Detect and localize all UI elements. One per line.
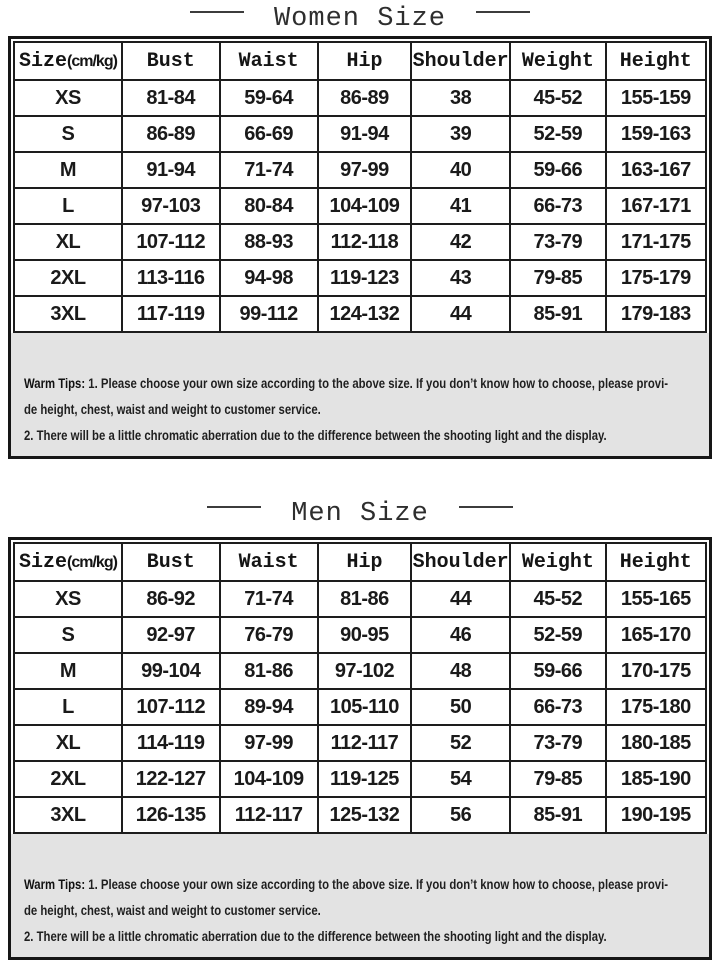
table-row: [14, 116, 706, 152]
header-cell: [122, 543, 220, 581]
waist-cell: 88-93: [220, 224, 318, 260]
hip-cell: 112-118: [318, 224, 411, 260]
men-size-panel: [8, 537, 712, 960]
men-section-title: Men Size: [291, 499, 429, 529]
height-cell: 190-195: [606, 797, 706, 833]
header-cell: [510, 543, 605, 581]
waist-cell: 104-109: [220, 761, 318, 797]
men-table-body: [14, 581, 706, 833]
hip-cell: 90-95: [318, 617, 411, 653]
title-dash-right-icon: [476, 11, 530, 13]
header-label: Hip: [346, 49, 383, 73]
header-cell: [318, 543, 411, 581]
size-cell: L: [14, 188, 122, 224]
tip-line: [24, 371, 669, 397]
size-cell: S: [14, 116, 122, 152]
size-cell: XL: [14, 224, 122, 260]
header-cell: [411, 543, 510, 581]
weight-cell: 52-59: [510, 116, 605, 152]
header-label: Size: [19, 550, 68, 574]
weight-cell: 73-79: [510, 224, 605, 260]
women-title-row: [0, 0, 720, 36]
height-cell: 171-175: [606, 224, 706, 260]
header-cell: [411, 42, 510, 80]
women-size-table: [13, 41, 707, 333]
men-size-table: [13, 542, 707, 834]
table-row: [14, 725, 706, 761]
shoulder-cell: 41: [411, 188, 510, 224]
shoulder-cell: 52: [411, 725, 510, 761]
women-header-row: [14, 42, 706, 80]
header-unit-label: (cm/kg): [67, 52, 117, 70]
title-dash-left-icon: [207, 506, 261, 508]
header-label: Weight: [521, 49, 594, 73]
size-cell: XS: [14, 581, 122, 617]
bust-cell: 107-112: [122, 689, 220, 725]
size-cell: 2XL: [14, 260, 122, 296]
bust-cell: 117-119: [122, 296, 220, 332]
hip-cell: 119-123: [318, 260, 411, 296]
waist-cell: 81-86: [220, 653, 318, 689]
shoulder-cell: 48: [411, 653, 510, 689]
table-row: [14, 797, 706, 833]
tip-text: 1. Please choose your own size according to the above size. If you don’t know how to choose, please provi-: [85, 376, 669, 391]
header-cell: [606, 42, 706, 80]
header-label: Shoulder: [412, 49, 509, 73]
header-label: Hip: [346, 550, 383, 574]
tip-text: de height, chest, waist and weight to customer service.: [24, 402, 321, 417]
header-cell: [220, 42, 318, 80]
weight-cell: 85-91: [510, 797, 605, 833]
bust-cell: 86-89: [122, 116, 220, 152]
tip-line: [24, 924, 607, 950]
size-cell: M: [14, 653, 122, 689]
shoulder-cell: 39: [411, 116, 510, 152]
tip-line: [24, 872, 669, 898]
hip-cell: 97-102: [318, 653, 411, 689]
weight-cell: 79-85: [510, 761, 605, 797]
size-cell: 3XL: [14, 797, 122, 833]
weight-cell: 85-91: [510, 296, 605, 332]
weight-cell: 45-52: [510, 80, 605, 116]
size-cell: 3XL: [14, 296, 122, 332]
height-cell: 155-165: [606, 581, 706, 617]
header-cell: [122, 42, 220, 80]
table-row: [14, 689, 706, 725]
tip-line: [24, 423, 607, 449]
height-cell: 170-175: [606, 653, 706, 689]
tip-line: [24, 898, 588, 924]
women-size-section: [0, 0, 720, 459]
weight-cell: 66-73: [510, 188, 605, 224]
height-cell: 185-190: [606, 761, 706, 797]
size-cell: 2XL: [14, 761, 122, 797]
table-row: [14, 152, 706, 188]
bust-cell: 99-104: [122, 653, 220, 689]
tip-text: 1. Please choose your own size according to the above size. If you don’t know how to choose, please provi-: [85, 877, 669, 892]
women-section-title: Women Size: [273, 4, 447, 34]
bust-cell: 81-84: [122, 80, 220, 116]
header-cell: [14, 543, 122, 581]
weight-cell: 73-79: [510, 725, 605, 761]
tip-label: Warm Tips:: [24, 376, 86, 391]
height-cell: 180-185: [606, 725, 706, 761]
height-cell: 159-163: [606, 116, 706, 152]
height-cell: 167-171: [606, 188, 706, 224]
bust-cell: 113-116: [122, 260, 220, 296]
women-size-panel: [8, 36, 712, 459]
women-table-wrap: [11, 39, 709, 333]
waist-cell: 97-99: [220, 725, 318, 761]
height-cell: 175-180: [606, 689, 706, 725]
hip-cell: 125-132: [318, 797, 411, 833]
table-row: [14, 296, 706, 332]
waist-cell: 99-112: [220, 296, 318, 332]
shoulder-cell: 44: [411, 581, 510, 617]
shoulder-cell: 54: [411, 761, 510, 797]
women-table-body: [14, 80, 706, 332]
waist-cell: 89-94: [220, 689, 318, 725]
hip-cell: 91-94: [318, 116, 411, 152]
shoulder-cell: 38: [411, 80, 510, 116]
header-cell: [510, 42, 605, 80]
shoulder-cell: 44: [411, 296, 510, 332]
header-label: Bust: [146, 550, 195, 574]
size-cell: S: [14, 617, 122, 653]
size-cell: XL: [14, 725, 122, 761]
shoulder-cell: 42: [411, 224, 510, 260]
hip-cell: 104-109: [318, 188, 411, 224]
height-cell: 163-167: [606, 152, 706, 188]
header-label: Bust: [146, 49, 195, 73]
tip-text: de height, chest, waist and weight to customer service.: [24, 903, 321, 918]
hip-cell: 81-86: [318, 581, 411, 617]
men-title-row: [0, 495, 720, 531]
size-cell: M: [14, 152, 122, 188]
women-warm-tips: [11, 333, 709, 456]
table-row: [14, 80, 706, 116]
shoulder-cell: 40: [411, 152, 510, 188]
header-label: Height: [619, 550, 692, 574]
table-row: [14, 260, 706, 296]
bust-cell: 92-97: [122, 617, 220, 653]
height-cell: 175-179: [606, 260, 706, 296]
header-label: Waist: [238, 550, 299, 574]
header-cell: [14, 42, 122, 80]
hip-cell: 105-110: [318, 689, 411, 725]
tip-text: 2. There will be a little chromatic aberration due to the difference between the shooting light and the display.: [24, 428, 607, 443]
weight-cell: 52-59: [510, 617, 605, 653]
table-row: [14, 653, 706, 689]
table-row: [14, 188, 706, 224]
weight-cell: 66-73: [510, 689, 605, 725]
tip-line: [24, 397, 588, 423]
header-cell: [606, 543, 706, 581]
bust-cell: 114-119: [122, 725, 220, 761]
tip-label: Warm Tips:: [24, 877, 86, 892]
height-cell: 155-159: [606, 80, 706, 116]
bust-cell: 122-127: [122, 761, 220, 797]
waist-cell: 71-74: [220, 152, 318, 188]
waist-cell: 76-79: [220, 617, 318, 653]
header-label: Weight: [521, 550, 594, 574]
weight-cell: 59-66: [510, 152, 605, 188]
tip-text: 2. There will be a little chromatic aberration due to the difference between the shooting light and the display.: [24, 929, 607, 944]
table-row: [14, 224, 706, 260]
weight-cell: 45-52: [510, 581, 605, 617]
bust-cell: 126-135: [122, 797, 220, 833]
hip-cell: 97-99: [318, 152, 411, 188]
waist-cell: 59-64: [220, 80, 318, 116]
size-cell: XS: [14, 80, 122, 116]
bust-cell: 107-112: [122, 224, 220, 260]
men-size-section: [0, 495, 720, 960]
table-row: [14, 581, 706, 617]
height-cell: 179-183: [606, 296, 706, 332]
shoulder-cell: 50: [411, 689, 510, 725]
title-dash-left-icon: [190, 11, 244, 13]
waist-cell: 66-69: [220, 116, 318, 152]
size-cell: L: [14, 689, 122, 725]
waist-cell: 80-84: [220, 188, 318, 224]
shoulder-cell: 46: [411, 617, 510, 653]
table-row: [14, 617, 706, 653]
table-row: [14, 761, 706, 797]
bust-cell: 91-94: [122, 152, 220, 188]
shoulder-cell: 43: [411, 260, 510, 296]
men-table-wrap: [11, 540, 709, 834]
hip-cell: 112-117: [318, 725, 411, 761]
header-cell: [220, 543, 318, 581]
header-cell: [318, 42, 411, 80]
header-label: Height: [619, 49, 692, 73]
bust-cell: 97-103: [122, 188, 220, 224]
men-header-row: [14, 543, 706, 581]
shoulder-cell: 56: [411, 797, 510, 833]
bust-cell: 86-92: [122, 581, 220, 617]
header-label: Shoulder: [412, 550, 509, 574]
waist-cell: 112-117: [220, 797, 318, 833]
height-cell: 165-170: [606, 617, 706, 653]
title-dash-right-icon: [459, 506, 513, 508]
header-label: Waist: [238, 49, 299, 73]
men-warm-tips: [11, 834, 709, 957]
weight-cell: 59-66: [510, 653, 605, 689]
waist-cell: 71-74: [220, 581, 318, 617]
header-unit-label: (cm/kg): [67, 553, 117, 571]
hip-cell: 124-132: [318, 296, 411, 332]
waist-cell: 94-98: [220, 260, 318, 296]
hip-cell: 119-125: [318, 761, 411, 797]
hip-cell: 86-89: [318, 80, 411, 116]
weight-cell: 79-85: [510, 260, 605, 296]
header-label: Size: [19, 49, 68, 73]
